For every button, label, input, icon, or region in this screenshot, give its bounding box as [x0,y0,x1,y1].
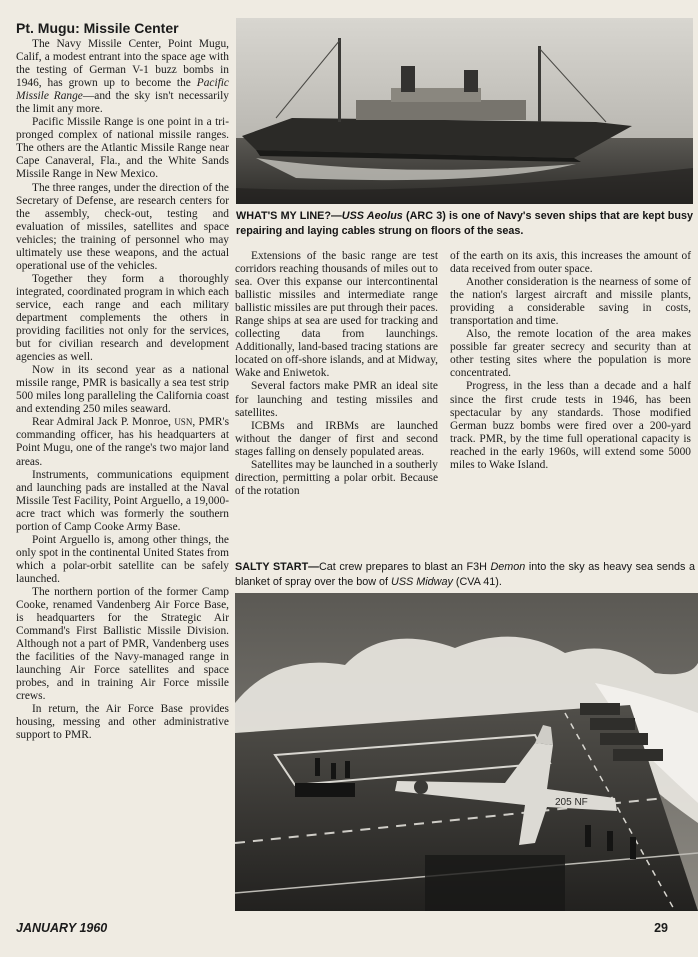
jet-marking: 205 NF [555,797,588,808]
aircraft-carrier-photo [235,593,698,911]
paragraph: Satellites may be launched in a southerly direction, permitting a polar orbit. Because of the rotation [235,458,438,497]
page-number: 29 [654,921,668,935]
right-column [450,250,691,472]
paragraph: Together they form a thoroughly integrated, coordinated program in which each service, each range and each military department complements the others in providing facilities not only for the services, but for civilian research and development agencies as well. [16,272,229,364]
paragraph: Extensions of the basic range are test corridors reaching thousands of miles out to sea. Over this expanse our intercontinental ballistic missiles and intermediate range ballistic missiles are put through their paces. Range ships at sea are used for tracking and collecting data from launchings. Additionally, land-based tracing stations are located on off-shore islands, and at Midway, Wake and Eniwetok. [235,250,438,380]
carrier-photo-caption: SALTY START—Cat crew prepares to blast an F3H Demon into the sky as heavy sea sends a blanket of spray over the bow of USS Midway (CVA 41). [235,561,695,588]
paragraph: The Navy Missile Center, Point Mugu, Calif, a modest entrant into the space age with the testing of German V-1 buzz bombs in 1946, has grown up to become the Pacific Missile Range—and the sky isn't necessarily the limit any more. [16,38,230,116]
issue-date: JANUARY 1960 [16,921,108,935]
paragraph: Pacific Missile Range is one point in a tri-pronged complex of national missile ranges. The others are the Atlantic Missile Range near Cape Canaveral, Fla., and the White Sands Missile Range in New Mexico. [16,116,229,181]
paragraph: Rear Admiral Jack P. Monroe, USN, PMR's commanding officer, has his headquarters at Point Mugu, one of the range's two major land areas. [16,416,230,468]
paragraph: ICBMs and IRBMs are launched without the danger of first and second stages falling on densely populated areas. [235,419,438,458]
paragraph: Now in its second year as a national missile range, PMR is basically a sea test strip 500 miles long paralleling the California coast and extending 250 miles seaward. [16,364,229,416]
aircraft-carrier-photo-icon [235,593,698,911]
paragraph: Progress, in the less than a decade and a half since the first crude tests in 1946, has been spectacular by any standards. Those modified German buzz bombs were fired over a 200-yard track. PMR, by the time full operational capacity is reached in the early 1960s, will extend some 5000 miles to Wake Island. [450,380,691,471]
article-heading: Pt. Mugu: Missile Center [16,20,179,36]
ship-photo-caption: WHAT'S MY LINE?—USS Aeolus (ARC 3) is one of Navy's seven ships that are kept busy repairing and laying cables strung on floors of the seas. [236,210,693,237]
middle-column [235,250,438,498]
paragraph: The three ranges, under the direction of the Secretary of Defense, are research centers for the assembly, check-out, testing and evaluation of missiles, satellites and space vehicles; the training of personnel who may ultimately use these weapons, and the actual operational use of the vehicles. [16,181,229,272]
paragraph: Also, the remote location of the area makes possible far greater secrecy and security than at other testing sites where the population is more concentrated. [450,328,691,380]
paragraph: Several factors make PMR an ideal site for launching and testing missiles and satellites. [235,380,438,419]
paragraph: of the earth on its axis, this increases the amount of data received from outer space. [450,250,691,276]
paragraph: In return, the Air Force Base provides housing, messing and other administrative support to PMR. [16,703,229,742]
ship-photo [236,18,693,204]
paragraph: Instruments, communications equipment and launching pads are installed at the Naval Missile Test Facility, Point Arguello, a 19,000-acre tract which was formerly the southern portion of Camp Cooke Army Base. [16,468,229,533]
paragraph: The northern portion of the former Camp Cooke, renamed Vandenberg Air Force Base, is headquarters for the Strategic Air Command's First Ballistic Missile Division. Although not a part of PMR, Vandenberg uses the facilities of the Navy-managed range in launching Air Force satellites and space probes, and in training Air Force missile crews. [16,585,229,703]
left-column [16,20,229,743]
ship-photo-icon [236,18,693,204]
paragraph: Point Arguello is, among other things, the only spot in the continental United States from which a polar-orbit satellite can be safely launched. [16,533,229,585]
paragraph: Another consideration is the nearness of some of the nation's largest aircraft and missile plants, providing a considerable saving in costs, transportation and time. [450,276,691,328]
